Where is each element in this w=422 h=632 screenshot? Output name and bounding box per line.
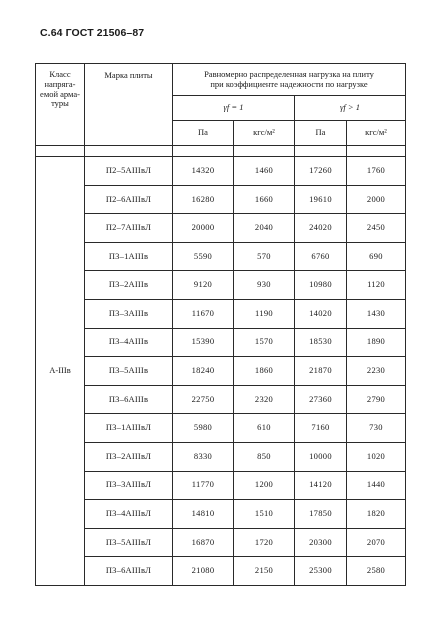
table-row bbox=[36, 242, 406, 271]
load-pa-gamma-gt1-cell: 10000 bbox=[295, 442, 347, 471]
load-kgs-gamma1-cell: 1510 bbox=[234, 500, 295, 529]
load-kgs-gamma-gt1-cell: 1430 bbox=[347, 299, 406, 328]
slab-mark-cell: П3–6АIIIвЛ bbox=[85, 557, 173, 586]
load-kgs-gamma1-cell: 1660 bbox=[234, 185, 295, 214]
load-kgs-gamma-gt1-cell: 1820 bbox=[347, 500, 406, 529]
load-kgs-gamma1-cell: 930 bbox=[234, 271, 295, 300]
header-gamma-eq-1: γf = 1 bbox=[173, 96, 295, 121]
table-row bbox=[36, 357, 406, 386]
header-gamma-gt-1: γf > 1 bbox=[295, 96, 406, 121]
table-row bbox=[36, 328, 406, 357]
load-pa-gamma-gt1-cell: 14120 bbox=[295, 471, 347, 500]
slab-mark-cell: П2–6АIIIвЛ bbox=[85, 185, 173, 214]
load-pa-gamma1-cell: 15390 bbox=[173, 328, 234, 357]
slab-mark-cell: П3–5АIIIвЛ bbox=[85, 528, 173, 557]
load-pa-gamma1-cell: 22750 bbox=[173, 385, 234, 414]
load-kgs-gamma1-cell: 610 bbox=[234, 414, 295, 443]
load-pa-gamma1-cell: 20000 bbox=[173, 214, 234, 243]
spacer-cell bbox=[347, 146, 406, 157]
table-row bbox=[36, 271, 406, 300]
table-row bbox=[36, 500, 406, 529]
spacer-row bbox=[36, 146, 406, 157]
table-row bbox=[36, 185, 406, 214]
slab-mark-cell: П3–1АIIIв bbox=[85, 242, 173, 271]
load-kgs-gamma1-cell: 570 bbox=[234, 242, 295, 271]
slab-mark-cell: П3–1АIIIвЛ bbox=[85, 414, 173, 443]
header-unit-kgs: кгс/м² bbox=[347, 121, 406, 146]
load-pa-gamma1-cell: 11770 bbox=[173, 471, 234, 500]
table-row bbox=[36, 442, 406, 471]
load-pa-gamma-gt1-cell: 20300 bbox=[295, 528, 347, 557]
load-pa-gamma1-cell: 8330 bbox=[173, 442, 234, 471]
load-kgs-gamma-gt1-cell: 1760 bbox=[347, 157, 406, 186]
steel-class-cell: A-IIIв bbox=[36, 157, 85, 586]
spacer-cell bbox=[36, 146, 85, 157]
load-kgs-gamma1-cell: 1720 bbox=[234, 528, 295, 557]
header-unit-pa: Па bbox=[173, 121, 234, 146]
load-pa-gamma1-cell: 16870 bbox=[173, 528, 234, 557]
load-pa-gamma-gt1-cell: 24020 bbox=[295, 214, 347, 243]
load-pa-gamma-gt1-cell: 17260 bbox=[295, 157, 347, 186]
header-unit-pa: Па bbox=[295, 121, 347, 146]
header-distributed-load: Равномерно распределенная нагрузка на плиту при коэффициенте надежности по нагрузке bbox=[173, 64, 406, 96]
header-steel-class: Класс напряга-емой арма-туры bbox=[36, 64, 85, 146]
load-pa-gamma1-cell: 21080 bbox=[173, 557, 234, 586]
load-kgs-gamma-gt1-cell: 2790 bbox=[347, 385, 406, 414]
load-kgs-gamma1-cell: 850 bbox=[234, 442, 295, 471]
slab-mark-cell: П3–2АIIIвЛ bbox=[85, 442, 173, 471]
load-kgs-gamma1-cell: 1570 bbox=[234, 328, 295, 357]
load-pa-gamma-gt1-cell: 10980 bbox=[295, 271, 347, 300]
load-kgs-gamma-gt1-cell: 1890 bbox=[347, 328, 406, 357]
slab-mark-cell: П3–2АIIIв bbox=[85, 271, 173, 300]
load-pa-gamma1-cell: 18240 bbox=[173, 357, 234, 386]
load-pa-gamma-gt1-cell: 17850 bbox=[295, 500, 347, 529]
page-header: С.64 ГОСТ 21506–87 bbox=[40, 27, 145, 39]
load-table bbox=[35, 63, 406, 586]
load-kgs-gamma-gt1-cell: 730 bbox=[347, 414, 406, 443]
table-row bbox=[36, 414, 406, 443]
spacer-cell bbox=[173, 146, 234, 157]
load-kgs-gamma1-cell: 2150 bbox=[234, 557, 295, 586]
load-kgs-gamma-gt1-cell: 690 bbox=[347, 242, 406, 271]
slab-mark-cell: П3–4АIIIв bbox=[85, 328, 173, 357]
table-row bbox=[36, 157, 406, 186]
load-pa-gamma-gt1-cell: 18530 bbox=[295, 328, 347, 357]
load-kgs-gamma-gt1-cell: 2580 bbox=[347, 557, 406, 586]
load-pa-gamma1-cell: 5980 bbox=[173, 414, 234, 443]
load-pa-gamma-gt1-cell: 19610 bbox=[295, 185, 347, 214]
table-row bbox=[36, 214, 406, 243]
load-pa-gamma-gt1-cell: 6760 bbox=[295, 242, 347, 271]
load-pa-gamma-gt1-cell: 21870 bbox=[295, 357, 347, 386]
spacer-cell bbox=[295, 146, 347, 157]
load-pa-gamma1-cell: 11670 bbox=[173, 299, 234, 328]
load-kgs-gamma1-cell: 1860 bbox=[234, 357, 295, 386]
load-kgs-gamma1-cell: 1190 bbox=[234, 299, 295, 328]
slab-mark-cell: П2–7АIIIвЛ bbox=[85, 214, 173, 243]
load-pa-gamma-gt1-cell: 14020 bbox=[295, 299, 347, 328]
load-kgs-gamma1-cell: 1200 bbox=[234, 471, 295, 500]
load-kgs-gamma-gt1-cell: 1440 bbox=[347, 471, 406, 500]
table-row bbox=[36, 299, 406, 328]
load-kgs-gamma1-cell: 2040 bbox=[234, 214, 295, 243]
load-pa-gamma1-cell: 5590 bbox=[173, 242, 234, 271]
load-kgs-gamma-gt1-cell: 2000 bbox=[347, 185, 406, 214]
header-unit-kgs: кгс/м² bbox=[234, 121, 295, 146]
slab-mark-cell: П3–4АIIIвЛ bbox=[85, 500, 173, 529]
table-row bbox=[36, 385, 406, 414]
load-pa-gamma-gt1-cell: 25300 bbox=[295, 557, 347, 586]
load-kgs-gamma-gt1-cell: 1020 bbox=[347, 442, 406, 471]
load-kgs-gamma-gt1-cell: 2450 bbox=[347, 214, 406, 243]
load-pa-gamma1-cell: 9120 bbox=[173, 271, 234, 300]
load-pa-gamma1-cell: 16280 bbox=[173, 185, 234, 214]
load-kgs-gamma-gt1-cell: 2230 bbox=[347, 357, 406, 386]
load-kgs-gamma1-cell: 2320 bbox=[234, 385, 295, 414]
table-row bbox=[36, 557, 406, 586]
load-pa-gamma-gt1-cell: 7160 bbox=[295, 414, 347, 443]
spacer-cell bbox=[85, 146, 173, 157]
slab-mark-cell: П3–3АIIIв bbox=[85, 299, 173, 328]
header-slab-mark: Марка плиты bbox=[85, 64, 173, 146]
slab-mark-cell: П3–5АIIIв bbox=[85, 357, 173, 386]
slab-mark-cell: П3–6АIIIв bbox=[85, 385, 173, 414]
slab-mark-cell: П3–3АIIIвЛ bbox=[85, 471, 173, 500]
load-pa-gamma1-cell: 14810 bbox=[173, 500, 234, 529]
spacer-cell bbox=[234, 146, 295, 157]
slab-mark-cell: П2–5АIIIвЛ bbox=[85, 157, 173, 186]
load-pa-gamma-gt1-cell: 27360 bbox=[295, 385, 347, 414]
table-row bbox=[36, 528, 406, 557]
load-kgs-gamma1-cell: 1460 bbox=[234, 157, 295, 186]
table-row bbox=[36, 471, 406, 500]
load-kgs-gamma-gt1-cell: 2070 bbox=[347, 528, 406, 557]
load-kgs-gamma-gt1-cell: 1120 bbox=[347, 271, 406, 300]
load-pa-gamma1-cell: 14320 bbox=[173, 157, 234, 186]
